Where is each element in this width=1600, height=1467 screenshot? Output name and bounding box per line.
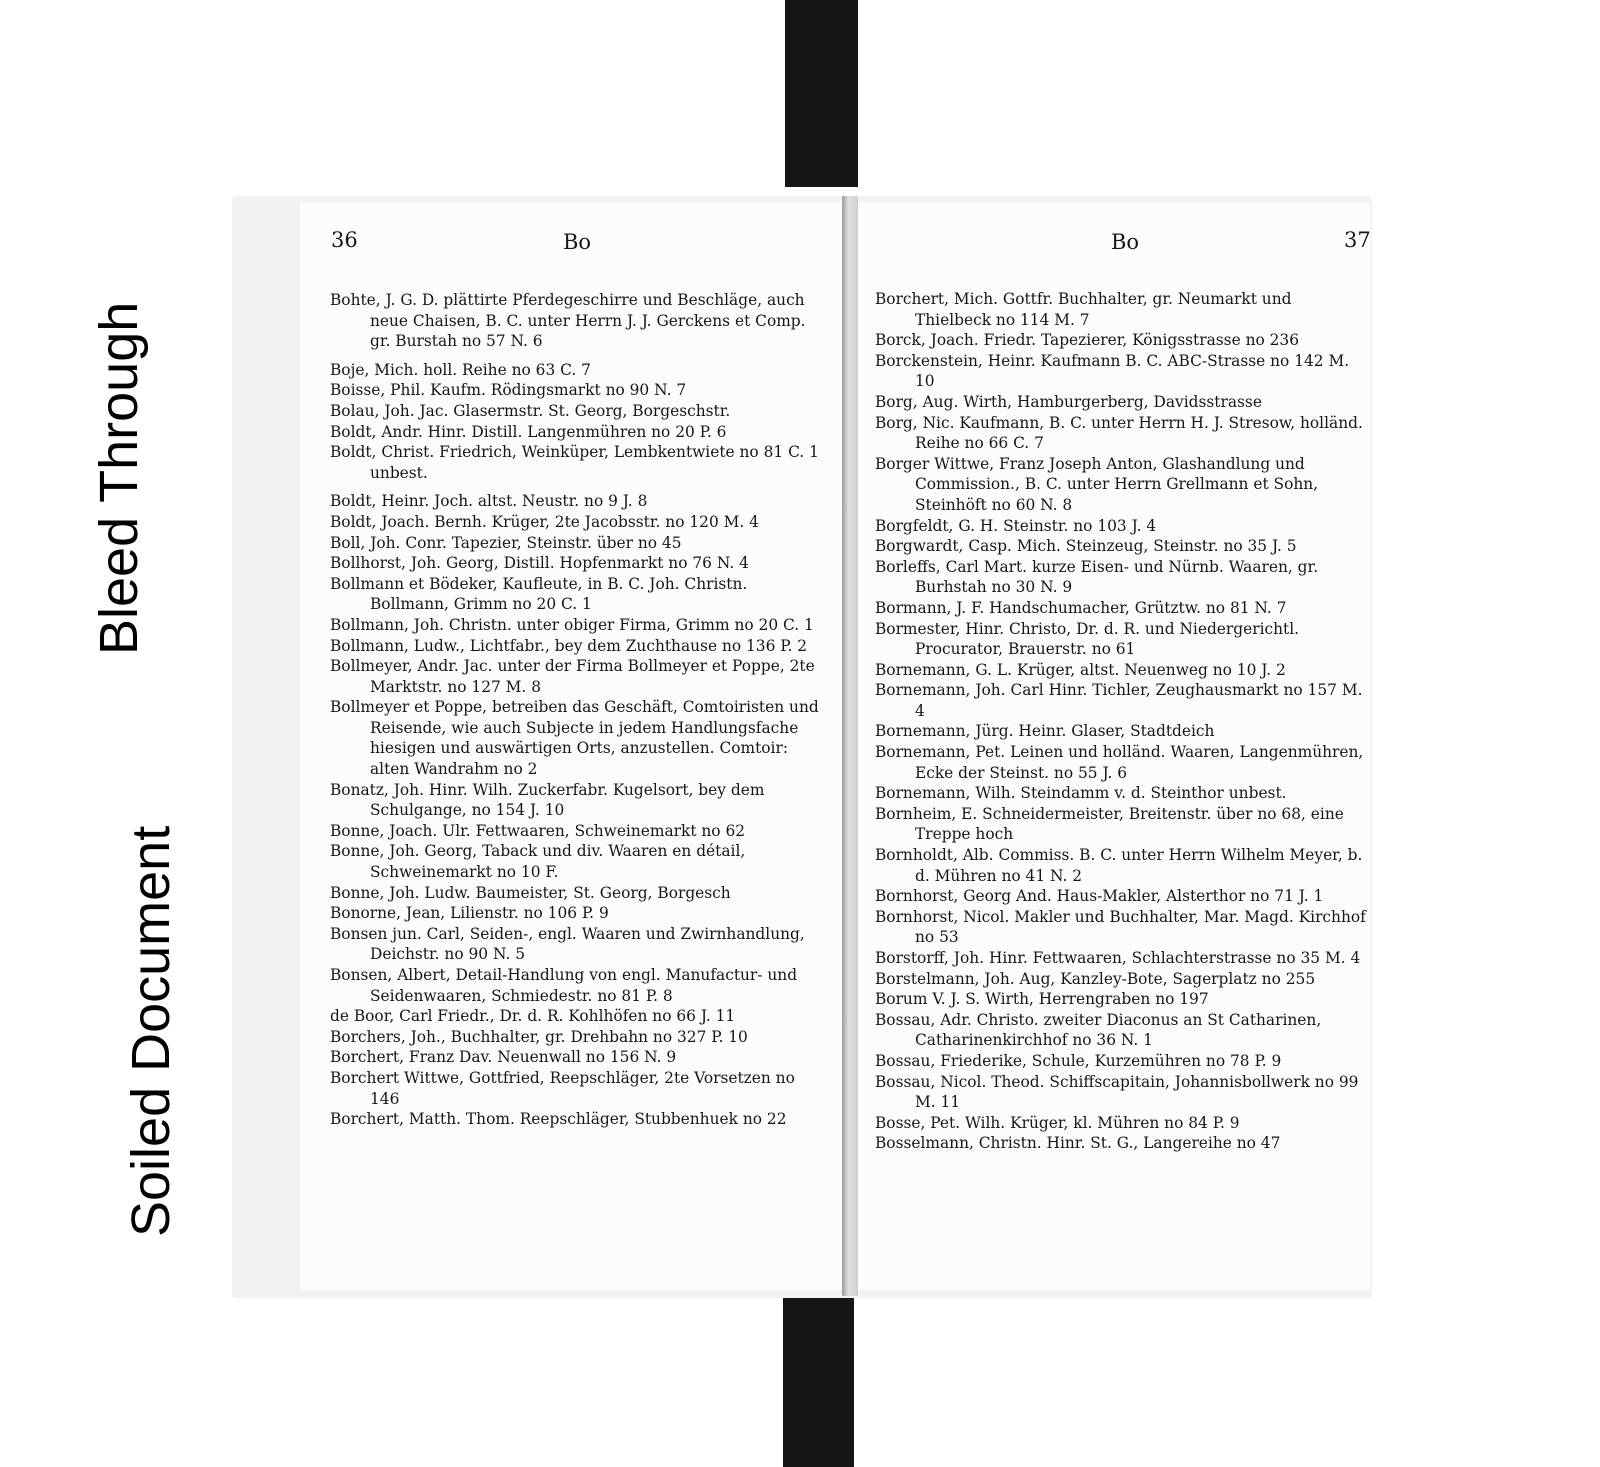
directory-entry: Boll, Joh. Conr. Tapezier, Steinstr. über no 45 xyxy=(330,533,682,552)
directory-entry: Borg, Nic. Kaufmann, B. C. unter Herrn H. J. Stresow, holländ. Reihe no 66 C. 7 xyxy=(875,413,1363,453)
directory-entry: Boldt, Christ. Friedrich, Weinküper, Lembkentwiete no 81 C. 1 unbest. xyxy=(330,443,819,482)
directory-entry: Bohte, J. G. D. plättirte Pferdegeschirre und Beschläge, auch neue Chaisen, B. C. unter Herrn J. J. Gerckens et Comp. gr. Burstah no 57 N. 6 xyxy=(330,291,806,351)
directory-entry: Bossau, Adr. Christo. zweiter Diaconus an St Catharinen, Catharinenkirchhof no 36 N. 1 xyxy=(875,1010,1322,1050)
directory-entry: Bormester, Hinr. Christo, Dr. d. R. und Niedergerichtl. Procurator, Brauerstr. no 61 xyxy=(875,619,1300,659)
directory-entry: Bornemann, Pet. Leinen und holländ. Waaren, Langenmühren, Ecke der Steinst. no 55 J. 6 xyxy=(875,743,1364,782)
directory-entry: Bollmann, Joh. Christn. unter obiger Firma, Grimm no 20 C. 1 xyxy=(330,615,814,634)
directory-entry: Bonsen, Albert, Detail-Handlung von engl. Manufactur- und Seidenwaaren, Schmiedestr. no 81 P. 8 xyxy=(330,966,798,1005)
book-fold xyxy=(842,196,858,1296)
directory-entry: Bonatz, Joh. Hinr. Wilh. Zuckerfabr. Kugelsort, bey dem Schulgange, no 154 J. 10 xyxy=(330,780,765,820)
directory-entry: Boldt, Andr. Hinr. Distill. Langenmühren no 20 P. 6 xyxy=(330,422,727,441)
bleed-through-label: Bleed Through xyxy=(89,301,149,655)
directory-entry: Bollmann et Bödeker, Kaufleute, in B. C. Joh. Christn. Bollmann, Grimm no 20 C. 1 xyxy=(330,574,748,614)
directory-entry: Borchert, Matth. Thom. Reepschläger, Stubbenhuek no 22 xyxy=(330,1110,787,1129)
directory-entry: Boldt, Heinr. Joch. altst. Neustr. no 9 J. 8 xyxy=(330,492,648,511)
directory-entry: Borckenstein, Heinr. Kaufmann B. C. ABC-Strasse no 142 M. 10 xyxy=(875,351,1350,391)
directory-entry: Bosselmann, Christn. Hinr. St. G., Langereihe no 47 xyxy=(875,1134,1281,1153)
directory-entry: Bornheim, E. Schneidermeister, Breitenstr. über no 68, eine Treppe hoch xyxy=(875,804,1344,844)
gutter-shadow-top xyxy=(785,0,858,187)
right-page-number: 37 xyxy=(1344,228,1371,252)
directory-entry: Borchers, Joh., Buchhalter, gr. Drehbahn no 327 P. 10 xyxy=(330,1027,748,1046)
directory-entry: Borck, Joach. Friedr. Tapezierer, Königsstrasse no 236 xyxy=(875,331,1300,350)
directory-entry: Bollmeyer et Poppe, betreiben das Geschäft, Comtoiristen und Reisende, wie auch Subjecte in jedem Handlungsfache hiesigen und auswärtigen Orts, anzustellen. Comtoir: alten Wandrahm no 2 xyxy=(330,698,819,779)
directory-entry: Bossau, Nicol. Theod. Schiffscapitain, Johannisbollwerk no 99 M. 11 xyxy=(875,1072,1359,1112)
directory-entry: Bonne, Joach. Ulr. Fettwaaren, Schweinemarkt no 62 xyxy=(330,821,746,840)
directory-entry: Borleffs, Carl Mart. kurze Eisen- und Nürnb. Waaren, gr. Burhstah no 30 N. 9 xyxy=(875,557,1319,597)
directory-entry: Boldt, Joach. Bernh. Krüger, 2te Jacobsstr. no 120 M. 4 xyxy=(330,512,759,531)
directory-entry: Bornhorst, Nicol. Makler und Buchhalter, Mar. Magd. Kirchhof no 53 xyxy=(875,907,1366,947)
left-running-header: Bo xyxy=(563,230,592,254)
left-directory-column xyxy=(330,290,826,1130)
directory-entry: Bonorne, Jean, Lilienstr. no 106 P. 9 xyxy=(330,904,609,923)
directory-entry: Borg, Aug. Wirth, Hamburgerberg, Davidsstrasse xyxy=(875,392,1262,411)
directory-entry: Borgfeldt, G. H. Steinstr. no 103 J. 4 xyxy=(875,516,1157,535)
soiled-document-label: Soiled Document xyxy=(121,825,181,1237)
directory-entry: Bollmeyer, Andr. Jac. unter der Firma Bollmeyer et Poppe, 2te Marktstr. no 127 M. 8 xyxy=(330,657,815,696)
directory-entry: Bolau, Joh. Jac. Glasermstr. St. Georg, Borgeschstr. xyxy=(330,401,731,420)
directory-entry: Bonne, Joh. Ludw. Baumeister, St. Georg, Borgesch xyxy=(330,883,731,902)
directory-entry: Borum V. J. S. Wirth, Herrengraben no 197 xyxy=(875,990,1209,1009)
right-running-header: Bo xyxy=(1111,230,1140,254)
directory-entry: Borstorff, Joh. Hinr. Fettwaaren, Schlachterstrasse no 35 M. 4 xyxy=(875,949,1361,967)
directory-entry: Bornemann, Joh. Carl Hinr. Tichler, Zeughausmarkt no 157 M. 4 xyxy=(875,681,1363,720)
directory-entry: Borchert, Mich. Gottfr. Buchhalter, gr. Neumarkt und Thielbeck no 114 M. 7 xyxy=(875,290,1292,329)
directory-entry: Bornemann, Jürg. Heinr. Glaser, Stadtdeich xyxy=(875,722,1215,741)
directory-entry: Bonsen jun. Carl, Seiden-, engl. Waaren und Zwirnhandlung, Deichstr. no 90 N. 5 xyxy=(330,924,805,964)
directory-entry: Bollmann, Ludw., Lichtfabr., bey dem Zuchthause no 136 P. 2 xyxy=(330,636,808,655)
directory-entry: Borstelmann, Joh. Aug, Kanzley-Bote, Sagerplatz no 255 xyxy=(875,969,1316,988)
directory-entry: Bosse, Pet. Wilh. Krüger, kl. Mühren no 84 P. 9 xyxy=(875,1113,1240,1132)
directory-entry: Borger Wittwe, Franz Joseph Anton, Glashandlung und Commission., B. C. unter Herrn Grellmann et Sohn, Steinhöft no 60 N. 8 xyxy=(875,454,1319,514)
directory-entry: Bornholdt, Alb. Commiss. B. C. unter Herrn Wilhelm Meyer, b. d. Mühren no 41 N. 2 xyxy=(875,846,1363,885)
left-page-number: 36 xyxy=(331,228,358,252)
directory-entry: Borgwardt, Casp. Mich. Steinzeug, Steinstr. no 35 J. 5 xyxy=(875,537,1297,556)
directory-entry: Bonne, Joh. Georg, Taback und div. Waaren en détail, Schweinemarkt no 10 F. xyxy=(330,842,746,882)
directory-entry: Bossau, Friederike, Schule, Kurzemühren no 78 P. 9 xyxy=(875,1051,1282,1070)
directory-entry: Borchert, Franz Dav. Neuenwall no 156 N. 9 xyxy=(330,1048,677,1067)
directory-entry: de Boor, Carl Friedr., Dr. d. R. Kohlhöfen no 66 J. 11 xyxy=(330,1007,736,1026)
directory-entry: Bollhorst, Joh. Georg, Distill. Hopfenmarkt no 76 N. 4 xyxy=(330,554,749,573)
directory-entry: Boisse, Phil. Kaufm. Rödingsmarkt no 90 N. 7 xyxy=(330,381,687,400)
directory-entry: Bormann, J. F. Handschumacher, Grütztw. no 81 N. 7 xyxy=(875,598,1287,617)
gutter-shadow-bottom xyxy=(783,1292,854,1467)
directory-entry: Boje, Mich. holl. Reihe no 63 C. 7 xyxy=(330,360,591,379)
directory-entry: Bornemann, Wilh. Steindamm v. d. Steinthor unbest. xyxy=(875,784,1287,803)
directory-entry: Bornemann, G. L. Krüger, altst. Neuenweg no 10 J. 2 xyxy=(875,660,1286,679)
directory-entry: Borchert Wittwe, Gottfried, Reepschläger, 2te Vorsetzen no 146 xyxy=(330,1068,795,1108)
right-directory-column xyxy=(875,289,1371,1154)
directory-entry: Bornhorst, Georg And. Haus-Makler, Alsterthor no 71 J. 1 xyxy=(875,887,1324,906)
